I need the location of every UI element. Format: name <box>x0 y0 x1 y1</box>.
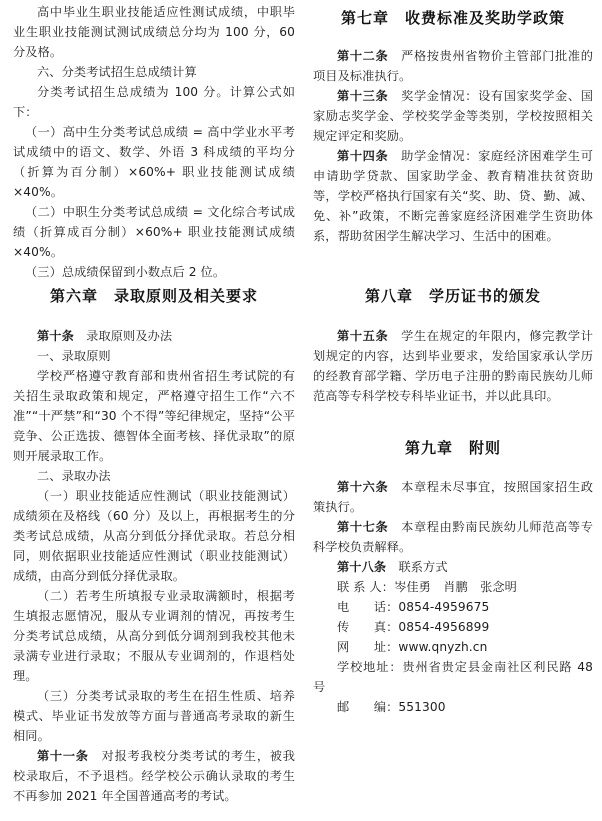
paragraph: （一）职业技能适应性测试（职业技能测试）成绩须在及格线（60 分）及以上，再根据考生的分类考试总成绩，从高分到低分择优录取。若总分相同，则依据职业技能适应性测试（职业技能测试）成绩，由高分到低分择优录取。 <box>13 489 295 583</box>
article-label: 第十四条 <box>337 149 389 163</box>
paragraph: （三）总成绩保留到小数点后 2 位。 <box>25 265 226 279</box>
contact-phone: 电 话：0854-4959675 <box>337 600 490 614</box>
article-label: 第十五条 <box>337 329 389 343</box>
contact-postcode: 邮 编：551300 <box>337 700 446 714</box>
chapter-heading: 第六章 录取原则及相关要求 <box>49 287 258 305</box>
chapter6-body <box>13 326 295 806</box>
contact-info <box>313 577 593 717</box>
article-text: 助学金情况：家庭经济困难学生可申请助学贷款、国家助学金、教育精准扶贫资助等，学校严格执行国家有关“奖、助、贷、勤、减、免、补”政策，不断完善家庭经济困难学生资助体系，帮助贫困学生解决学习、生活中的困难。 <box>313 149 593 243</box>
section-heading: 一、录取原则 <box>37 349 111 363</box>
article-text: 对报考我校分类考试的考生，被我校录取后，不予退档。经学校公示确认录取的考生不再参加 2021 年全国普通高考的考试。 <box>13 749 295 803</box>
paragraph: 学校严格遵守教育部和贵州省招生考试院的有关招生录取政策和规定，严格遵守招生工作“六不准”“十严禁”和“30 个不得”等纪律规定，坚持“公平竞争、公正选拔、德智体全面考核、择优录取”的原则开展录取工作。 <box>13 369 295 463</box>
paragraph: （三）分类考试录取的考生在招生性质、培养模式、毕业证书发放等方面与普通高考录取的新生相同。 <box>13 689 295 743</box>
section-heading: 六、分类考试招生总成绩计算 <box>37 65 197 79</box>
article-text: 本章程由黔南民族幼儿师范高等专科学校负责解释。 <box>313 520 593 554</box>
article-label: 第十八条 <box>337 560 387 574</box>
article-text: 学生在规定的年限内，修完教学计划规定的内容，达到毕业要求，发给国家承认学历的经教育部学籍、学历电子注册的黔南民族幼儿师范高等专科学校专科毕业证书，并以此具印。 <box>313 329 593 403</box>
contact-persons: 联 系 人：岑佳勇 肖鹏 张念明 <box>337 580 517 594</box>
chapter-heading: 第九章 附则 <box>404 439 501 457</box>
article-text: 录取原则及办法 <box>86 329 173 343</box>
chapter-heading: 第八章 学历证书的颁发 <box>364 287 541 305</box>
paragraph: （一）高中生分类考试总成绩 = 高中学业水平考试成绩中的语文、数学、外语 3 科成绩的平均分（折算为百分制）×60%+ 职业技能测试成绩 ×40%。 <box>13 125 295 199</box>
article-text: 联系方式 <box>398 560 448 574</box>
paragraph: （二）若考生所填报专业录取满额时，根据考生填报志愿情况，服从专业调剂的情况，再按考生分类考试总成绩，从高分到低分调剂到我校其他未录满专业进行录取；不服从专业调剂的，作退档处理。 <box>13 589 295 683</box>
article-label: 第十六条 <box>337 480 389 494</box>
paragraph: （二）中职生分类考试总成绩 = 文化综合考试成绩（折算成百分制）×60%+ 职业技能测试成绩 ×40%。 <box>13 205 295 259</box>
section-heading: 二、录取办法 <box>37 469 111 483</box>
score-section <box>13 2 295 282</box>
chapter9-body <box>313 477 593 717</box>
article-label: 第十二条 <box>337 49 389 63</box>
contact-website: 网 址：www.qnyzh.cn <box>337 640 488 654</box>
article-label: 第十七条 <box>337 520 389 534</box>
paragraph: 分类考试招生总成绩为 100 分。计算公式如下： <box>13 85 295 119</box>
article-text: 奖学金情况：设有国家奖学金、国家励志奖学金、学校奖学金等类别，学校按照相关规定评定和奖励。 <box>313 89 593 143</box>
article-text: 本章程未尽事宜，按照国家招生政策执行。 <box>313 480 593 514</box>
article-label: 第十条 <box>37 329 74 343</box>
article-label: 第十一条 <box>37 749 89 763</box>
paragraph: 高中毕业生职业技能适应性测试成绩，中职毕业生职业技能测试测试成绩总分均为 100 分，60 分及格。 <box>13 5 295 59</box>
article-text: 严格按贵州省物价主管部门批准的项目及标准执行。 <box>313 49 593 83</box>
chapter7-body <box>313 46 593 246</box>
contact-address: 学校地址：贵州省贵定县金南社区利民路 48 号 <box>313 660 593 694</box>
contact-fax: 传 真：0854-4956899 <box>337 620 490 634</box>
chapter-heading: 第七章 收费标准及奖助学政策 <box>340 9 565 27</box>
article-label: 第十三条 <box>337 89 389 103</box>
chapter8-body <box>313 326 593 406</box>
